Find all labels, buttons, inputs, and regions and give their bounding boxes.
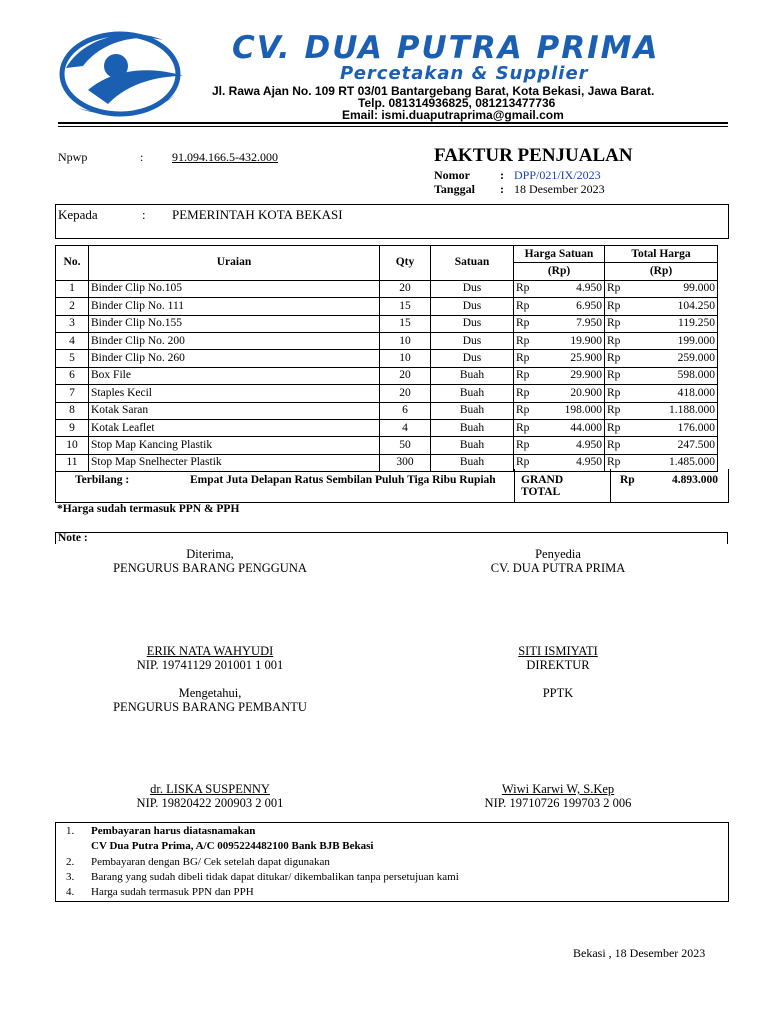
tanggal-colon: : bbox=[500, 182, 504, 196]
header-satuan: Satuan bbox=[431, 246, 514, 281]
table-row bbox=[56, 315, 718, 332]
row-total: 99.000 bbox=[633, 280, 718, 297]
row-qty: 20 bbox=[380, 280, 431, 297]
row-qty: 20 bbox=[380, 385, 431, 402]
row-qty: 20 bbox=[380, 367, 431, 384]
footer-date: Bekasi , 18 Desember 2023 bbox=[573, 946, 706, 960]
kepada-colon: : bbox=[142, 207, 146, 222]
table-row bbox=[56, 402, 718, 419]
row-uraian: Binder Clip No.105 bbox=[89, 280, 380, 297]
row-total-rp: Rp bbox=[605, 385, 634, 402]
note-border bbox=[55, 532, 727, 533]
row-no: 7 bbox=[56, 385, 89, 402]
row-harga-rp: Rp bbox=[514, 402, 543, 419]
row-uraian: Binder Clip No. 111 bbox=[89, 298, 380, 315]
row-total-rp: Rp bbox=[605, 280, 634, 297]
term-text: Harga sudah termasuk PPN dan PPH bbox=[91, 886, 254, 898]
row-total: 104.250 bbox=[633, 298, 718, 315]
company-phone: Telp. 081314936825, 081213477736 bbox=[358, 96, 556, 110]
row-harga: 4.950 bbox=[542, 280, 605, 297]
row-qty: 10 bbox=[380, 332, 431, 349]
kepada-box bbox=[55, 204, 729, 239]
npwp-colon: : bbox=[140, 150, 144, 164]
header-no: No. bbox=[56, 246, 89, 281]
grand-total-divider bbox=[610, 469, 611, 502]
row-uraian: Stop Map Kancing Plastik bbox=[89, 437, 380, 454]
row-harga: 44.000 bbox=[542, 419, 605, 436]
row-harga-rp: Rp bbox=[514, 315, 543, 332]
term-number: 1. bbox=[66, 825, 75, 837]
sig-name-4: Wiwi Karwi W, S.Kep bbox=[501, 782, 615, 796]
row-harga-rp: Rp bbox=[514, 298, 543, 315]
row-qty: 300 bbox=[380, 454, 431, 471]
row-harga: 198.000 bbox=[542, 402, 605, 419]
row-total: 598.000 bbox=[633, 367, 718, 384]
row-harga-rp: Rp bbox=[514, 280, 543, 297]
row-total-rp: Rp bbox=[605, 402, 634, 419]
row-satuan: Dus bbox=[431, 280, 514, 297]
row-uraian: Stop Map Snelhecter Plastik bbox=[89, 454, 380, 471]
row-qty: 50 bbox=[380, 437, 431, 454]
company-subtitle: Percetakan & Supplier bbox=[340, 63, 589, 84]
grand-total-label: GRAND TOTAL bbox=[521, 474, 564, 498]
row-total-rp: Rp bbox=[605, 454, 634, 471]
row-satuan: Dus bbox=[431, 298, 514, 315]
header-harga-rp: (Rp) bbox=[514, 263, 605, 280]
row-satuan: Buah bbox=[431, 402, 514, 419]
term-number: 3. bbox=[66, 871, 75, 883]
table-row bbox=[56, 332, 718, 349]
grand-total-currency: Rp bbox=[620, 474, 635, 486]
nomor-value: DPP/021/IX/2023 bbox=[514, 168, 601, 182]
row-total: 247.500 bbox=[633, 437, 718, 454]
row-harga-rp: Rp bbox=[514, 367, 543, 384]
row-total: 119.250 bbox=[633, 315, 718, 332]
row-harga: 19.900 bbox=[542, 332, 605, 349]
tanggal-value: 18 Desember 2023 bbox=[514, 182, 605, 196]
row-harga-rp: Rp bbox=[514, 332, 543, 349]
row-no: 9 bbox=[56, 419, 89, 436]
row-no: 6 bbox=[56, 367, 89, 384]
sig-name-1: ERIK NATA WAHYUDI bbox=[146, 644, 274, 658]
row-harga: 20.900 bbox=[542, 385, 605, 402]
term-text: Pembayaran harus diatasnamakan bbox=[91, 825, 256, 837]
tanggal-label: Tanggal bbox=[434, 182, 475, 196]
row-satuan: Buah bbox=[431, 437, 514, 454]
row-qty: 15 bbox=[380, 298, 431, 315]
row-uraian: Kotak Saran bbox=[89, 402, 380, 419]
row-satuan: Dus bbox=[431, 315, 514, 332]
sig-mengetahui: Mengetahui, bbox=[178, 686, 242, 700]
row-no: 2 bbox=[56, 298, 89, 315]
row-no: 5 bbox=[56, 350, 89, 367]
row-no: 3 bbox=[56, 315, 89, 332]
items-table bbox=[55, 245, 718, 472]
row-qty: 6 bbox=[380, 402, 431, 419]
header-total-rp: (Rp) bbox=[605, 263, 718, 280]
table-row bbox=[56, 367, 718, 384]
row-qty: 4 bbox=[380, 419, 431, 436]
row-uraian: Binder Clip No. 200 bbox=[89, 332, 380, 349]
ppn-note: *Harga sudah termasuk PPN & PPH bbox=[57, 503, 240, 515]
row-total-rp: Rp bbox=[605, 419, 634, 436]
row-no: 8 bbox=[56, 402, 89, 419]
note-border bbox=[727, 532, 728, 544]
header-uraian: Uraian bbox=[89, 246, 380, 281]
row-satuan: Buah bbox=[431, 385, 514, 402]
row-total-rp: Rp bbox=[605, 350, 634, 367]
row-harga-rp: Rp bbox=[514, 350, 543, 367]
row-harga: 29.900 bbox=[542, 367, 605, 384]
note-border bbox=[55, 532, 56, 544]
row-no: 4 bbox=[56, 332, 89, 349]
grand-total-divider bbox=[514, 469, 515, 502]
company-logo bbox=[58, 28, 188, 120]
row-total: 259.000 bbox=[633, 350, 718, 367]
term-text: CV Dua Putra Prima, A/C 0095224482100 Bank BJB Bekasi bbox=[91, 840, 374, 852]
row-harga: 7.950 bbox=[542, 315, 605, 332]
sig-diterima: Diterima, bbox=[186, 547, 234, 561]
row-harga-rp: Rp bbox=[514, 454, 543, 471]
row-harga: 4.950 bbox=[542, 437, 605, 454]
sig-nip-1: NIP. 19741129 201001 1 001 bbox=[136, 658, 284, 672]
kepada-value: PEMERINTAH KOTA BEKASI bbox=[172, 207, 343, 222]
row-total-rp: Rp bbox=[605, 315, 634, 332]
table-row bbox=[56, 298, 718, 315]
sig-nip-3: NIP. 19820422 200903 2 001 bbox=[136, 796, 284, 810]
row-total-rp: Rp bbox=[605, 298, 634, 315]
row-harga: 4.950 bbox=[542, 454, 605, 471]
sig-nip-4: NIP. 19710726 199703 2 006 bbox=[484, 796, 632, 810]
sig-cv-name: CV. DUA PUTRA PRIMA bbox=[490, 561, 626, 575]
sig-penyedia: Penyedia bbox=[535, 547, 581, 561]
row-total-rp: Rp bbox=[605, 332, 634, 349]
row-satuan: Dus bbox=[431, 350, 514, 367]
grand-total-value: 4.893.000 bbox=[672, 474, 718, 486]
sig-role-2: DIREKTUR bbox=[526, 658, 590, 672]
term-text: Pembayaran dengan BG/ Cek setelah dapat digunakan bbox=[91, 856, 330, 868]
row-total: 199.000 bbox=[633, 332, 718, 349]
terbilang-value: Empat Juta Delapan Ratus Sembilan Puluh Tiga Ribu Rupiah bbox=[190, 474, 496, 486]
header-total-harga: Total Harga bbox=[605, 246, 718, 263]
row-uraian: Box File bbox=[89, 367, 380, 384]
term-number: 2. bbox=[66, 856, 75, 868]
row-harga: 25.900 bbox=[542, 350, 605, 367]
row-uraian: Binder Clip No. 260 bbox=[89, 350, 380, 367]
company-email: Email: ismi.duaputraprima@gmail.com bbox=[342, 108, 564, 122]
header-rule-thin bbox=[58, 126, 728, 127]
row-uraian: Binder Clip No.155 bbox=[89, 315, 380, 332]
row-total: 176.000 bbox=[633, 419, 718, 436]
table-row bbox=[56, 437, 718, 454]
sig-name-3: dr. LISKA SUSPENNY bbox=[150, 782, 270, 796]
row-total-rp: Rp bbox=[605, 437, 634, 454]
company-name: CV. DUA PUTRA PRIMA bbox=[232, 30, 660, 66]
term-number: 4. bbox=[66, 886, 75, 898]
row-uraian: Kotak Leaflet bbox=[89, 419, 380, 436]
row-harga-rp: Rp bbox=[514, 419, 543, 436]
row-qty: 15 bbox=[380, 315, 431, 332]
row-satuan: Buah bbox=[431, 454, 514, 471]
items-body bbox=[56, 280, 718, 471]
row-harga: 6.950 bbox=[542, 298, 605, 315]
row-no: 10 bbox=[56, 437, 89, 454]
row-no: 1 bbox=[56, 280, 89, 297]
npwp-value: 91.094.166.5-432.000 bbox=[172, 150, 278, 164]
row-satuan: Buah bbox=[431, 367, 514, 384]
table-row bbox=[56, 385, 718, 402]
row-total: 418.000 bbox=[633, 385, 718, 402]
npwp-label: Npwp bbox=[58, 150, 88, 164]
row-no: 11 bbox=[56, 454, 89, 471]
header-harga-satuan: Harga Satuan bbox=[514, 246, 605, 263]
company-address: Jl. Rawa Ajan No. 109 RT 03/01 Bantargebang Barat, Kota Bekasi, Jawa Barat. bbox=[212, 84, 655, 98]
row-qty: 10 bbox=[380, 350, 431, 367]
term-text: Barang yang sudah dibeli tidak dapat ditukar/ dikembalikan tanpa persetujuan kami bbox=[91, 871, 459, 883]
row-harga-rp: Rp bbox=[514, 385, 543, 402]
sig-pengurus-pengguna: PENGURUS BARANG PENGGUNA bbox=[113, 561, 307, 575]
nomor-label: Nomor bbox=[434, 168, 470, 182]
header-rule bbox=[58, 122, 728, 124]
note-label: Note : bbox=[58, 532, 88, 544]
row-harga-rp: Rp bbox=[514, 437, 543, 454]
header-qty: Qty bbox=[380, 246, 431, 281]
sig-name-2: SITI ISMIYATI bbox=[518, 644, 598, 658]
row-total: 1.188.000 bbox=[633, 402, 718, 419]
table-row bbox=[56, 419, 718, 436]
sig-pengurus-pembantu: PENGURUS BARANG PEMBANTU bbox=[113, 700, 307, 714]
table-row bbox=[56, 280, 718, 297]
terbilang-label: Terbilang : bbox=[75, 474, 130, 486]
row-total-rp: Rp bbox=[605, 367, 634, 384]
row-satuan: Buah bbox=[431, 419, 514, 436]
nomor-colon: : bbox=[500, 168, 504, 182]
row-uraian: Staples Kecil bbox=[89, 385, 380, 402]
invoice-title: FAKTUR PENJUALAN bbox=[434, 145, 633, 166]
row-satuan: Dus bbox=[431, 332, 514, 349]
row-total: 1.485.000 bbox=[633, 454, 718, 471]
kepada-label: Kepada bbox=[58, 207, 98, 222]
table-row bbox=[56, 350, 718, 367]
sig-pptk: PPTK bbox=[542, 686, 574, 700]
